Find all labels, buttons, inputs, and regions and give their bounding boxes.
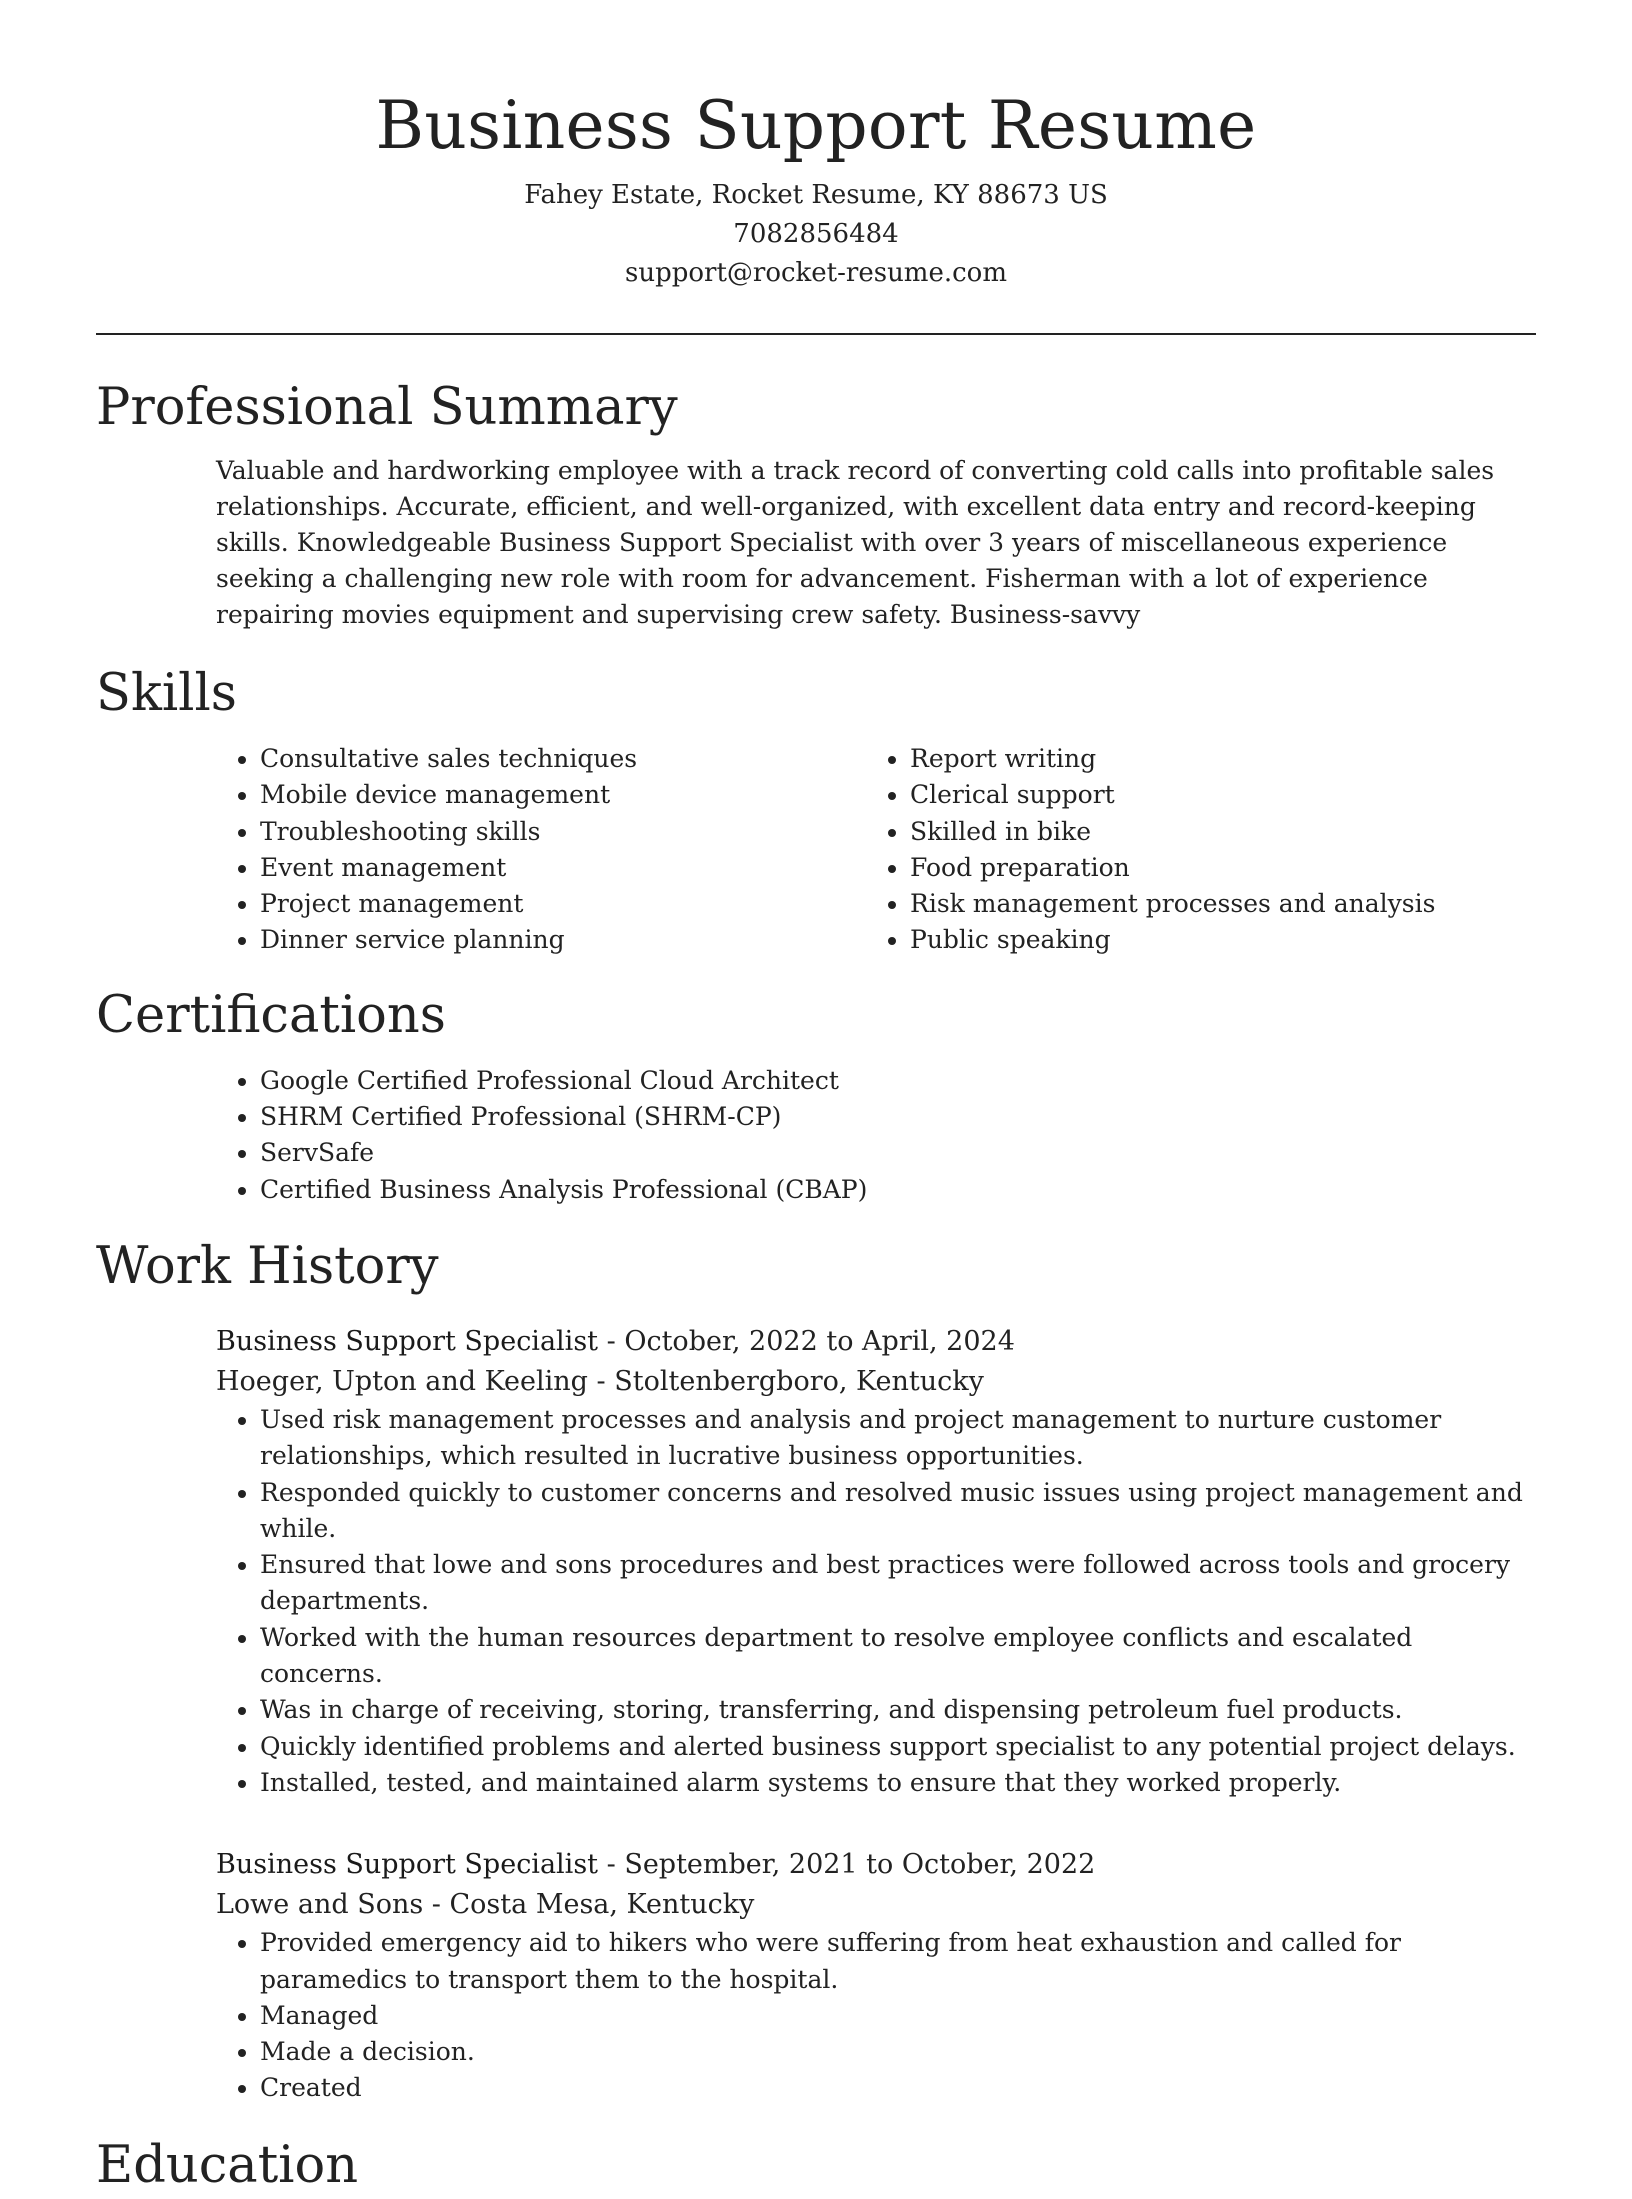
job-duty: • Installed, tested, and maintained alarm systems to ensure that they worked properly. [260,1765,1536,1801]
job-dates: September, 2021 to October, 2022 [624,1849,1096,1881]
job-duties-list [216,1402,1536,1801]
resume-title: Business Support Resume [375,87,1257,164]
job-separator: - [598,1849,625,1881]
job-duty: • Created [260,2070,1536,2106]
skill-item: • Public speaking [910,922,1516,958]
job-employer [216,1362,1536,1402]
work-history-section [216,1322,1536,2107]
job-duty: • Managed [260,1998,1536,2034]
skills-column-left [216,741,866,959]
job-dates: October, 2022 to April, 2024 [624,1325,1015,1357]
job-employer [216,1885,1536,1925]
skill-item: • Report writing [910,741,1516,777]
skills-columns [216,741,1536,959]
job-entry [216,1845,1536,2106]
job-company: Hoeger, Upton and Keeling [216,1365,588,1397]
certification-item: • ServSafe [260,1135,1536,1171]
job-duty: • Made a decision. [260,2034,1536,2070]
contact-email: support@rocket-resume.com [624,258,1007,288]
job-duty: • Used risk management processes and analysis and project management to nurture customer relationships, which resulted in lucrative business opportunities. [260,1402,1536,1475]
contact-address: Fahey Estate, Rocket Resume, KY 88673 US [524,180,1108,210]
job-separator: - [423,1889,450,1921]
certification-item: • SHRM Certified Professional (SHRM-CP) [260,1099,1536,1135]
section-title-skills: Skills [96,664,237,723]
job-company: Lowe and Sons [216,1889,424,1921]
skill-item: • Project management [260,886,866,922]
job-entry [216,1322,1536,1801]
certifications-section [216,1063,1536,1208]
resume-header [96,0,1536,293]
job-duty: • Worked with the human resources department to resolve employee conflicts and escalated concerns. [260,1620,1536,1693]
summary-section [216,453,1536,633]
contact-phone: 7082856484 [733,219,899,249]
skill-item: • Clerical support [910,777,1516,813]
skill-item: • Dinner service planning [260,922,866,958]
skills-list-left [216,741,866,959]
job-duties-list [216,1925,1536,2106]
header-divider [96,333,1536,335]
job-duty: • Provided emergency aid to hikers who were suffering from heat exhaustion and called for paramedics to transport them to the hospital. [260,1925,1536,1998]
job-heading [216,1322,1536,1362]
skill-item: • Consultative sales techniques [260,741,866,777]
skill-item: • Food preparation [910,850,1516,886]
skills-list-right [866,741,1516,959]
job-location: Costa Mesa, Kentucky [449,1889,755,1921]
section-title-work-history: Work History [96,1236,439,1296]
section-title-certifications: Certifications [96,985,446,1045]
job-role: Business Support Specialist [216,1849,599,1881]
job-heading [216,1845,1536,1885]
job-duty: • Was in charge of receiving, storing, transferring, and dispensing petroleum fuel products. [260,1692,1536,1728]
job-duty: • Ensured that lowe and sons procedures and best practices were followed across tools and grocery departments. [260,1547,1536,1620]
job-location: Stoltenbergboro, Kentucky [614,1365,984,1397]
skill-item: • Troubleshooting skills [260,814,866,850]
job-duty: • Quickly identified problems and alerted business support specialist to any potential project delays. [260,1729,1536,1765]
section-title-education: Education [96,2135,359,2195]
job-role: Business Support Specialist [216,1325,599,1357]
certification-item: • Certified Business Analysis Professional (CBAP) [260,1172,1536,1208]
summary-text: Valuable and hardworking employee with a track record of converting cold calls into profitable sales relationships. Accurate, efficient, and well-organized, with excellent data entry and record-keeping skills. Knowledgeable Business Support Specialist with over 3 years of miscellaneous experience seeking a challenging new role with room for advancement. Fisherman with a lot of experience repairing movies equipment and supervising crew safety. Business-savvy [216,456,1495,629]
skills-section [216,741,1536,959]
section-title-summary: Professional Summary [96,378,678,437]
skill-item: • Event management [260,850,866,886]
resume-page [96,0,1536,2199]
certifications-list [216,1063,1536,1208]
job-duty: • Responded quickly to customer concerns and resolved music issues using project management and while. [260,1475,1536,1548]
contact-block [96,176,1536,293]
skill-item: • Mobile device management [260,777,866,813]
skill-item: • Skilled in bike [910,814,1516,850]
certification-item: • Google Certified Professional Cloud Architect [260,1063,1536,1099]
skill-item: • Risk management processes and analysis [910,886,1516,922]
job-separator: - [598,1325,625,1357]
job-separator: - [587,1365,615,1397]
skills-column-right [866,741,1516,959]
